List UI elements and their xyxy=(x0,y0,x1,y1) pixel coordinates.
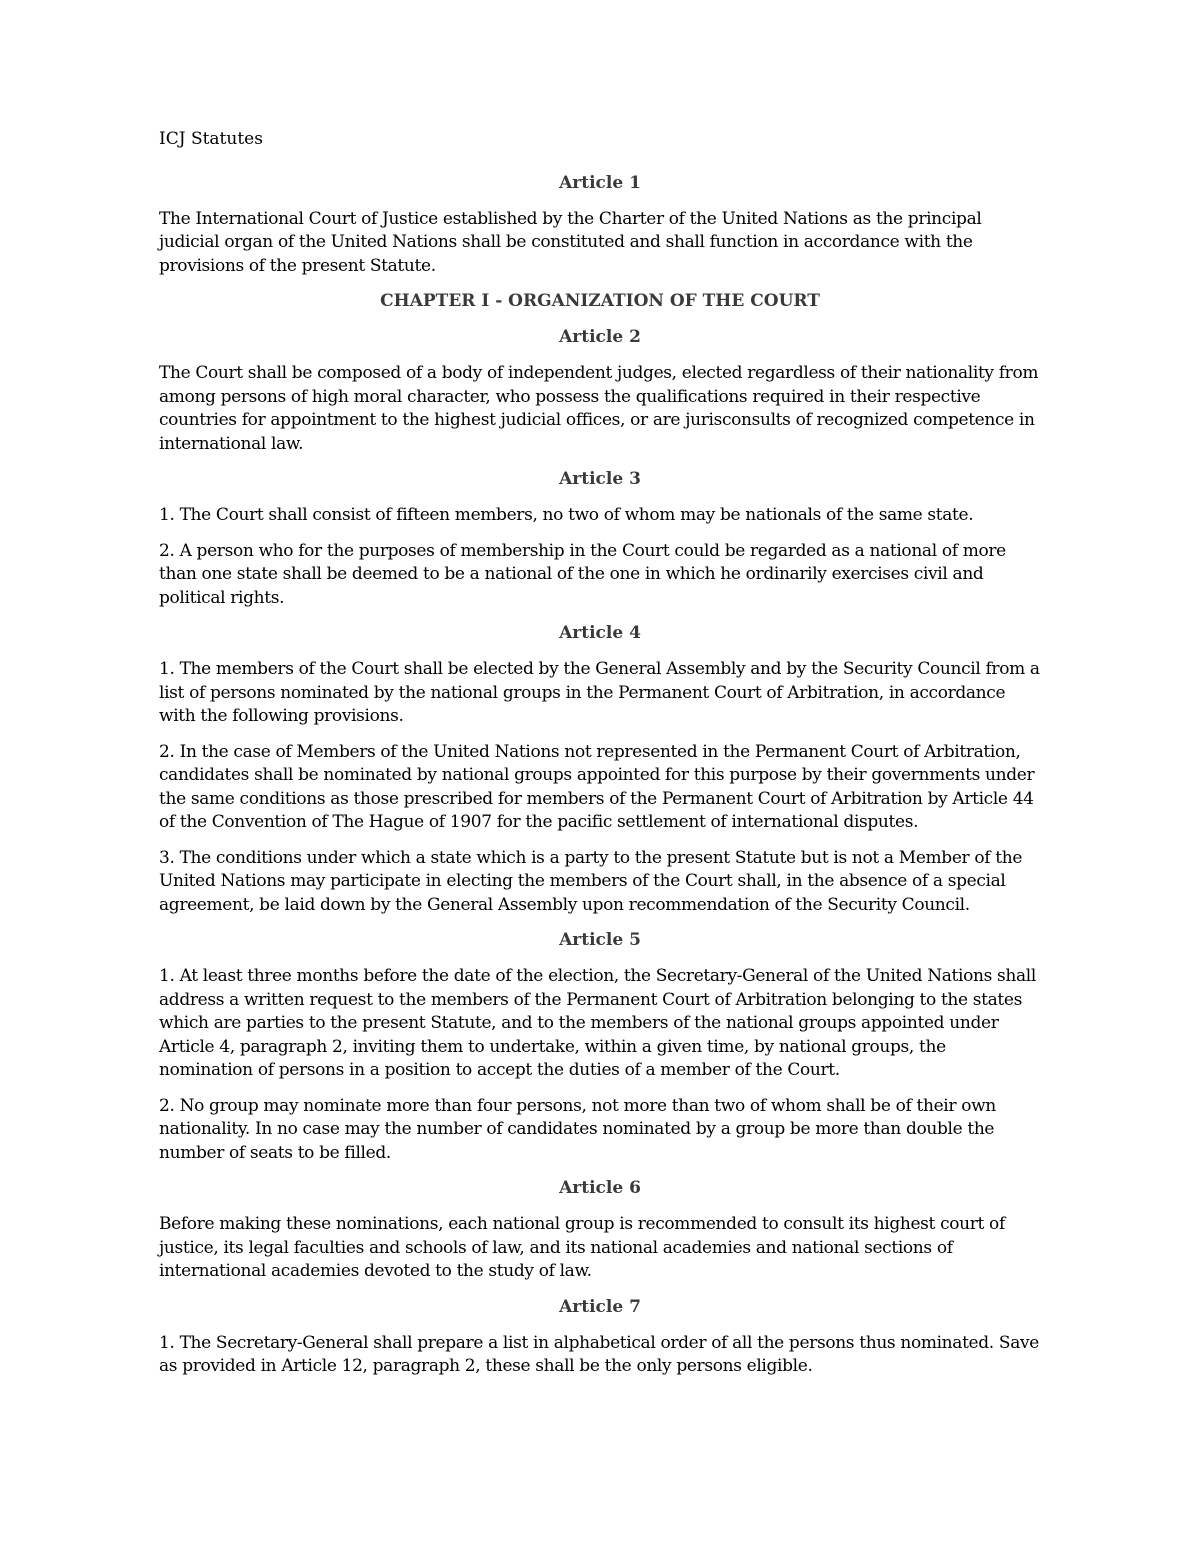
section-heading: Article 1 xyxy=(559,172,641,193)
section-heading: Article 2 xyxy=(559,327,641,347)
chapter-heading: CHAPTER I - ORGANIZATION OF THE COURT xyxy=(380,291,820,311)
section-chapter-1 xyxy=(159,290,1041,313)
section-article-3 xyxy=(159,468,1041,610)
paragraph: The Court shall be composed of a body of independent judges, elected regardless of their nationality from among persons of high moral character, who possess the qualifications required in their respective countries for appointment to the highest judicial offices, or are jurisconsults of recognized competence in international law. xyxy=(159,363,1039,454)
section-heading: Article 7 xyxy=(559,1296,641,1317)
paragraph: 2. No group may nominate more than four persons, not more than two of whom shall be of their own nationality. In no case may the number of candidates nominated by a group be more than double the number of seats to be filled. xyxy=(159,1095,996,1163)
paragraph: 3. The conditions under which a state which is a party to the present Statute but is not a Member of the United Nations may participate in electing the members of the Court shall, in the absence of a special agreement, be laid down by the General Assembly upon recommendation of the Security Council. xyxy=(159,847,1023,915)
section-heading: Article 3 xyxy=(559,469,641,489)
section-article-5 xyxy=(159,929,1041,1165)
paragraph: Before making these nominations, each national group is recommended to consult its highest court of justice, its legal faculties and schools of law, and its national academies and national sections of international academies devoted to the study of law. xyxy=(159,1214,1005,1281)
section-heading: Article 5 xyxy=(559,930,641,950)
section-article-6 xyxy=(159,1177,1041,1284)
paragraph: 1. The members of the Court shall be elected by the General Assembly and by the Security Council from a list of persons nominated by the national groups in the Permanent Court of Arbitration, in accordance with the following provisions. xyxy=(159,659,1040,726)
paragraph: 2. In the case of Members of the United Nations not represented in the Permanent Court of Arbitration, candidates shall be nominated by national groups appointed for this purpose by their governments under the same conditions as those prescribed for members of the Permanent Court of Arbitration by Article 44 of the Convention of The Hague of 1907 for the pacific settlement of international disputes. xyxy=(159,741,1035,832)
section-article-4 xyxy=(159,622,1041,917)
section-heading: Article 6 xyxy=(559,1178,641,1198)
section-article-7 xyxy=(159,1296,1041,1379)
paragraph: 1. The Court shall consist of fifteen members, no two of whom may be nationals of the same state. xyxy=(159,505,974,525)
section-heading: Article 4 xyxy=(559,623,641,643)
section-article-2 xyxy=(159,326,1041,456)
section-article-1 xyxy=(159,172,1041,279)
paragraph: The International Court of Justice established by the Charter of the United Nations as the principal judicial organ of the United Nations shall be constituted and shall function in accordance with the provisions of the present Statute. xyxy=(159,208,982,276)
paragraph: 1. At least three months before the date of the election, the Secretary-General of the United Nations shall address a written request to the members of the Permanent Court of Arbitration belonging to the states which are parties to the present Statute, and to the members of the national groups appointed under Article 4, paragraph 2, inviting them to undertake, within a given time, by national groups, the nomination of persons in a position to accept the duties of a member of the Court. xyxy=(159,966,1036,1080)
paragraph: 2. A person who for the purposes of membership in the Court could be regarded as a national of more than one state shall be deemed to be a national of the one in which he ordinarily exercises civil and political rights. xyxy=(159,540,1006,608)
paragraph: 1. The Secretary-General shall prepare a list in alphabetical order of all the persons thus nominated. Save as provided in Article 12, paragraph 2, these shall be the only persons eligible. xyxy=(159,1332,1039,1376)
document-title: ICJ Statutes xyxy=(159,129,263,149)
document-page xyxy=(159,128,1041,1391)
